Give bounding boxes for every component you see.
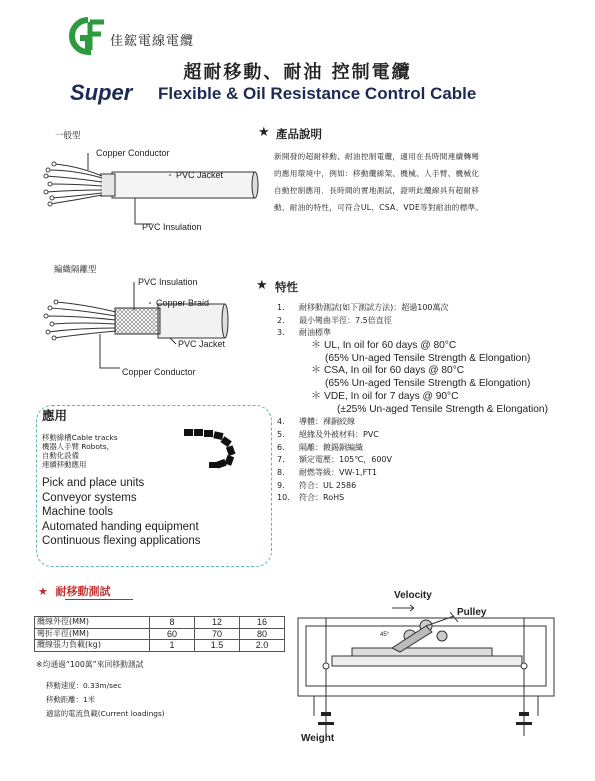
description-line: 新開發的超耐移動、耐油控制電纜，適用在長時間連續轉彎 bbox=[274, 152, 480, 161]
feature-item: 2. 最小彎曲半徑：7.5倍直徑 bbox=[277, 315, 392, 325]
test-current: 適當的電流負載(Current loadings) bbox=[46, 709, 165, 718]
test-distance: 移動距離：1米 bbox=[46, 695, 96, 704]
label-pvc-insulation-2: PVC Insulation bbox=[138, 277, 198, 287]
company-logo bbox=[66, 16, 106, 56]
table-cell: 纜線外徑(MM) bbox=[35, 617, 150, 629]
feature-item: ＊ VDE, In oil for 7 days @ 90°C bbox=[311, 390, 459, 402]
flex-test-heading bbox=[38, 583, 111, 599]
label-pulley: Pulley bbox=[457, 607, 487, 618]
table-cell: 1 bbox=[150, 640, 195, 652]
label-angle: 45° bbox=[380, 632, 390, 638]
feature-item: 3. 耐油標準 bbox=[277, 328, 331, 338]
table-cell: 80 bbox=[240, 628, 285, 640]
applications-chinese-list bbox=[42, 433, 118, 469]
cable-general-heading: 一般型 bbox=[55, 131, 81, 141]
feature-item: 5. 絕緣及外被材料：PVC bbox=[277, 429, 379, 439]
application-item: Continuous flexing applications bbox=[42, 535, 201, 547]
feature-item: 8. 耐燃等級：VW-1,FT1 bbox=[277, 467, 378, 477]
table-cell: 70 bbox=[195, 628, 240, 640]
application-item: 移動線槽Cable tracks bbox=[42, 433, 118, 442]
cable-braided-illustration bbox=[40, 278, 260, 378]
table-cell: 60 bbox=[150, 628, 195, 640]
table-row bbox=[35, 617, 285, 629]
features-heading: 特性 bbox=[275, 280, 298, 294]
label-copper-conductor-1: Copper Conductor bbox=[96, 148, 170, 158]
feature-item: (65% Un-aged Tensile Strength & Elongation) bbox=[325, 378, 531, 390]
label-velocity: Velocity bbox=[394, 590, 432, 601]
application-item: 連續移動應用 bbox=[42, 460, 87, 469]
test-speed: 移動速度：0.33m/sec bbox=[46, 681, 122, 690]
feature-item: 9. 符合：UL 2586 bbox=[277, 480, 357, 490]
star-icon: ★ bbox=[256, 278, 268, 293]
table-cell: 12 bbox=[195, 617, 240, 629]
flex-test-title: 耐移動測試 bbox=[55, 585, 111, 598]
table-cell: 16 bbox=[240, 617, 285, 629]
description-line: 自動控制應用．長時間的實地測試，證明此纜線具有超耐移 bbox=[274, 186, 480, 195]
feature-item: 1. 耐移動測試(如下測試方法)：超過100萬次 bbox=[277, 303, 449, 312]
cable-general-illustration bbox=[40, 148, 260, 228]
label-weight: Weight bbox=[301, 733, 335, 744]
cable-track-icon bbox=[182, 423, 254, 471]
applications-english-list bbox=[42, 476, 201, 549]
table-cell: 8 bbox=[150, 617, 195, 629]
feature-item: 10. 符合：RoHS bbox=[277, 493, 345, 503]
brand-name: 佳鋐電線電纜 bbox=[110, 34, 195, 49]
feature-item: 6. 隔離：鍍錫銅編織 bbox=[277, 442, 363, 452]
table-row bbox=[35, 628, 285, 640]
table-cell: 彎折半徑(MM) bbox=[35, 628, 150, 640]
label-copper-braid: Copper Braid bbox=[156, 298, 210, 308]
table-cell: 纜線張力負載(kg) bbox=[35, 640, 150, 652]
features-list bbox=[277, 302, 587, 505]
table-cell: 2.0 bbox=[240, 640, 285, 652]
title-chinese: 超耐移動、耐油 控制電纜 bbox=[183, 62, 412, 83]
star-icon: ★ bbox=[38, 585, 48, 598]
test-rig-diagram bbox=[292, 586, 562, 756]
feature-item: ＊ CSA, In oil for 60 days @ 80°C bbox=[311, 365, 465, 377]
title-english: Flexible & Oil Resistance Control Cable bbox=[158, 84, 477, 103]
label-pvc-jacket-2: PVC Jacket bbox=[178, 339, 226, 349]
product-description-heading: 產品說明 bbox=[276, 127, 322, 141]
applications-heading: 應用 bbox=[42, 408, 68, 423]
test-spec-table bbox=[34, 616, 285, 652]
label-copper-conductor-2: Copper Conductor bbox=[122, 367, 196, 377]
application-item: Automated handing equipment bbox=[42, 520, 199, 533]
application-item: Pick and place units bbox=[42, 477, 145, 489]
star-icon: ★ bbox=[258, 125, 270, 140]
product-description bbox=[274, 148, 574, 216]
label-pvc-jacket-1: PVC Jacket bbox=[176, 170, 224, 180]
feature-item: (65% Un-aged Tensile Strength & Elongation) bbox=[325, 352, 531, 364]
cable-braided-heading: 編織隔離型 bbox=[54, 265, 97, 275]
table-row bbox=[35, 640, 285, 652]
application-item: 機器人手臂 Robots, bbox=[42, 442, 109, 451]
feature-item: ＊ UL, In oil for 60 days @ 80°C bbox=[311, 340, 457, 352]
title-super: Super bbox=[70, 80, 133, 105]
description-line: 的應用環境中，例如：移動纜線架、機械、人手臂、機械化 bbox=[274, 169, 480, 178]
application-item: 自動化設備 bbox=[42, 451, 79, 460]
heading-underline bbox=[65, 599, 133, 600]
table-cell: 1.5 bbox=[195, 640, 240, 652]
feature-item: 4. 導體：裸銅絞線 bbox=[277, 417, 355, 427]
label-pvc-insulation-1: PVC Insulation bbox=[142, 222, 202, 232]
feature-item: (±25% Un-aged Tensile Strength & Elongation) bbox=[337, 403, 548, 415]
application-item: Machine tools bbox=[42, 506, 113, 518]
test-note: ※均通過“100萬”來回移動測試 bbox=[36, 660, 144, 669]
test-conditions bbox=[46, 679, 165, 721]
feature-item: 7. 額定電壓：105℃，600V bbox=[277, 455, 392, 465]
description-line: 動、耐油的特性，可符合UL、CSA、VDE等對耐油的標準。 bbox=[274, 203, 484, 212]
application-item: Conveyor systems bbox=[42, 491, 137, 504]
